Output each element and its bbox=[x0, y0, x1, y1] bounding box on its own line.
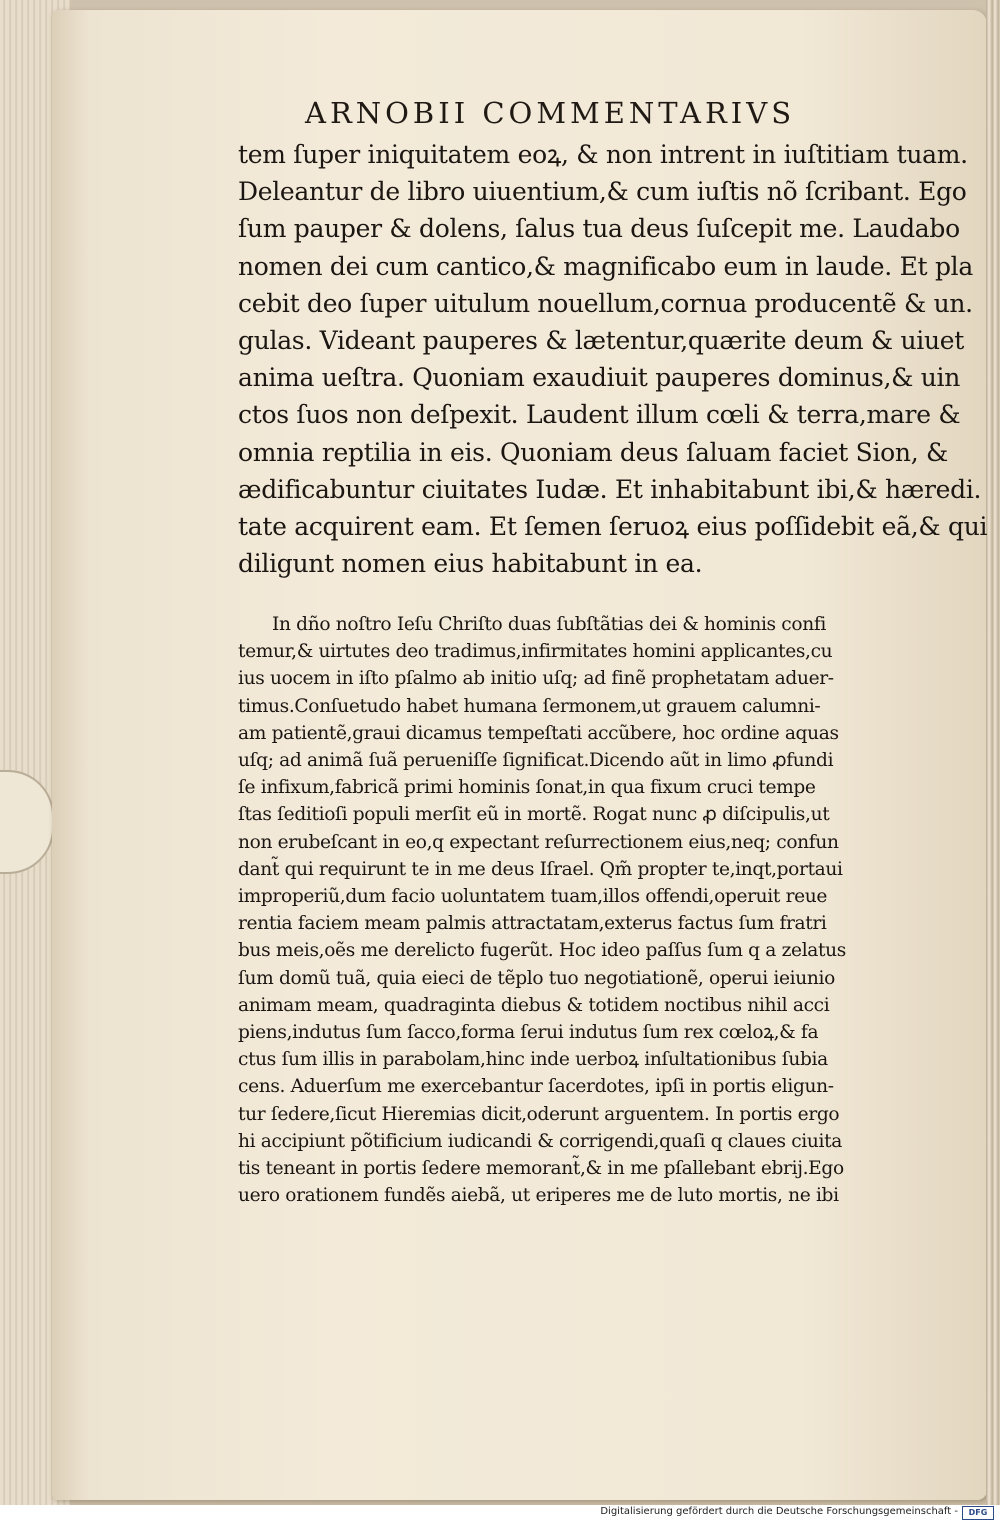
running-head: ARNOBII COMMENTARIVS bbox=[305, 96, 796, 130]
psalm-line: tem ſuper iniquitatem eoꝝ, & non intrent in iuſtitiam tuam. bbox=[238, 140, 968, 169]
commentary-text-block bbox=[238, 611, 846, 1209]
psalm-line: nomen dei cum cantico,& magnificabo eum in laude. Et pla bbox=[238, 251, 973, 281]
commentary-line: tis teneant in portis ſedere memorant̃,& in me pſallebant ebrij.Ego bbox=[238, 1158, 844, 1180]
psalm-line: ædificabuntur ciuitates Iudæ. Et inhabitabunt ibi,& hæredi. bbox=[238, 474, 982, 504]
commentary-line: piens,indutus ſum ſacco,forma ſerui indutus ſum rex cœloꝝ,& fa bbox=[238, 1022, 819, 1044]
commentary-line: uero orationem fundẽs aiebã, ut eriperes me de luto mortis, ne ibi bbox=[238, 1185, 839, 1207]
commentary-line: ſtas ſeditioſi populi merſit eũ in mortẽ. Rogat nunc ꝓ diſcipulis,ut bbox=[238, 804, 830, 826]
fore-edge bbox=[986, 0, 1000, 1505]
funding-credit: Digitalisierung gefördert durch die Deutsche Forschungsgemeinschaft - bbox=[600, 1506, 958, 1517]
footer-bar bbox=[0, 1505, 1000, 1519]
commentary-line: ctus ſum illis in parabolam,hinc inde uerboꝝ inſultationibus ſubia bbox=[238, 1049, 828, 1071]
psalm-text-block bbox=[238, 136, 987, 582]
psalm-line: ctos ſuos non deſpexit. Laudent illum cœli & terra,mare & bbox=[238, 400, 961, 430]
dfg-logo: DFG bbox=[962, 1506, 994, 1520]
commentary-line: In dño noſtro Ieſu Chriſto duas ſubſtãtias dei & hominis confi bbox=[272, 614, 826, 635]
commentary-line: bus meis,oẽs me derelicto fugerũt. Hoc ideo paſſus ſum q a zelatus bbox=[238, 940, 846, 962]
commentary-line: hi accipiunt põtificium iudicandi & corrigendi,quaſi q claues ciuita bbox=[238, 1130, 842, 1152]
commentary-line: dant̃ qui requirunt te in me deus Iſrael. Qm̃ propter te,inqt,portaui bbox=[238, 858, 843, 880]
commentary-line: animam meam, quadraginta diebus & totidem noctibus nihil acci bbox=[238, 994, 830, 1016]
psalm-line: tate acquirent eam. Et ſemen ſeruoꝝ eius poſſidebit eã,& qui bbox=[238, 512, 988, 542]
psalm-line: ſum pauper & dolens, ſalus tua deus ſuſcepit me. Laudabo bbox=[238, 214, 960, 244]
psalm-line: Deleantur de libro uiuentium,& cum iuſtis nõ ſcribant. Ego bbox=[238, 177, 967, 207]
psalm-line: diligunt nomen eius habitabunt in ea. bbox=[238, 549, 703, 579]
commentary-line: improperiũ,dum facio uoluntatem tuam,illos offendi,operuit reue bbox=[238, 886, 828, 908]
commentary-line: ſe infixum,fabricã primi hominis ſonat,in qua fixum cruci tempe bbox=[238, 777, 816, 799]
commentary-line: am patientẽ,graui dicamus tempeſtati accũbere, hoc ordine aquas bbox=[238, 722, 839, 744]
commentary-line: cens. Aduerſum me exercebantur ſacerdotes, ipſi in portis eligun- bbox=[238, 1076, 834, 1098]
commentary-line: ſum domũ tuã, quia eieci de tẽplo tuo negotiationẽ, operui ieiunio bbox=[238, 967, 835, 989]
commentary-line: temur,& uirtutes deo tradimus,infirmitates homini applicantes,cu bbox=[238, 641, 833, 663]
commentary-line: uſq; ad animã ſuã perueniſſe ſignificat.Dicendo aũt in limo ꝓfundi bbox=[238, 750, 834, 772]
commentary-line: timus.Conſuetudo habet humana ſermonem,ut grauem calumni- bbox=[238, 695, 821, 717]
psalm-line: anima ueſtra. Quoniam exaudiuit pauperes dominus,& uin bbox=[238, 363, 961, 393]
psalm-line: cebit deo ſuper uitulum nouellum,cornua producentẽ & un. bbox=[238, 288, 973, 318]
commentary-line: rentia faciem meam palmis attractatam,exterus factus ſum fratri bbox=[238, 913, 827, 935]
commentary-line: ius uocem in iſto pſalmo ab initio uſq; ad finẽ prophetatam aduer- bbox=[238, 668, 834, 690]
psalm-line: gulas. Videant pauperes & lætentur,quærite deum & uiuet bbox=[238, 326, 965, 356]
commentary-line: non erubeſcant in eo,q expectant reſurrectionem eius,neq; confun bbox=[238, 831, 839, 853]
psalm-line: omnia reptilia in eis. Quoniam deus ſaluam faciet Sion, & bbox=[238, 437, 948, 467]
commentary-line: tur ſedere,ſicut Hieremias dicit,oderunt arguentem. In portis ergo bbox=[238, 1103, 840, 1125]
